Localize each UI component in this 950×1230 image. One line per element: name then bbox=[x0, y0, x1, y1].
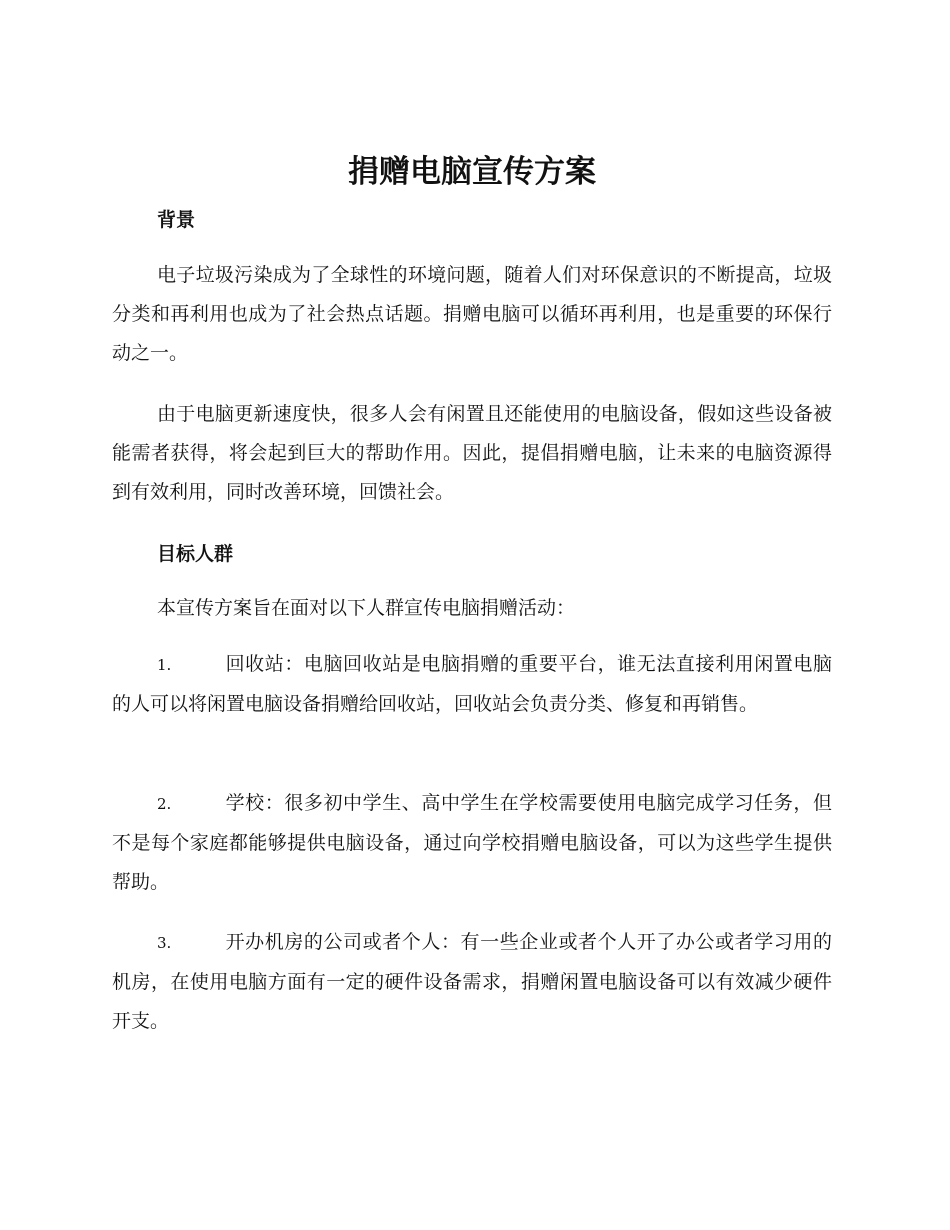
list-item bbox=[112, 784, 832, 902]
section-heading-background: 背景 bbox=[157, 209, 196, 231]
list-item-text: 回收站：电脑回收站是电脑捐赠的重要平台，谁无法直接利用闲置电脑的人可以将闲置电脑设备捐赠给回收站，回收站会负责分类、修复和再销售。 bbox=[112, 653, 832, 715]
list-item-number: 2. bbox=[157, 795, 172, 813]
list-item-text: 开办机房的公司或者个人：有一些企业或者个人开了办公或者学习用的机房，在使用电脑方面有一定的硬件设备需求，捐赠闲置电脑设备可以有效减少硬件开支。 bbox=[112, 931, 832, 1032]
list-item bbox=[112, 645, 832, 724]
list-item-number: 1. bbox=[157, 656, 172, 674]
list-item-number: 3. bbox=[157, 934, 172, 952]
paragraph-background-1: 电子垃圾污染成为了全球性的环境问题，随着人们对环保意识的不断提高，垃圾分类和再利用也成为了社会热点话题。捐赠电脑可以循环再利用，也是重要的环保行动之一。 bbox=[112, 264, 832, 364]
target-audience-intro: 本宣传方案旨在面对以下人群宣传电脑捐赠活动： bbox=[157, 597, 576, 619]
paragraph-background-2: 由于电脑更新速度快，很多人会有闲置且还能使用的电脑设备，假如这些设备被能需者获得，将会起到巨大的帮助作用。因此，提倡捐赠电脑，让未来的电脑资源得到有效利用，同时改善环境，回馈社会。 bbox=[112, 403, 832, 503]
section-heading-target-audience: 目标人群 bbox=[157, 543, 234, 565]
list-item bbox=[112, 923, 832, 1041]
list-item-text: 学校：很多初中学生、高中学生在学校需要使用电脑完成学习任务，但不是每个家庭都能够提供电脑设备，通过向学校捐赠电脑设备，可以为这些学生提供帮助。 bbox=[112, 792, 832, 893]
document-title: 捐赠电脑宣传方案 bbox=[348, 154, 596, 190]
